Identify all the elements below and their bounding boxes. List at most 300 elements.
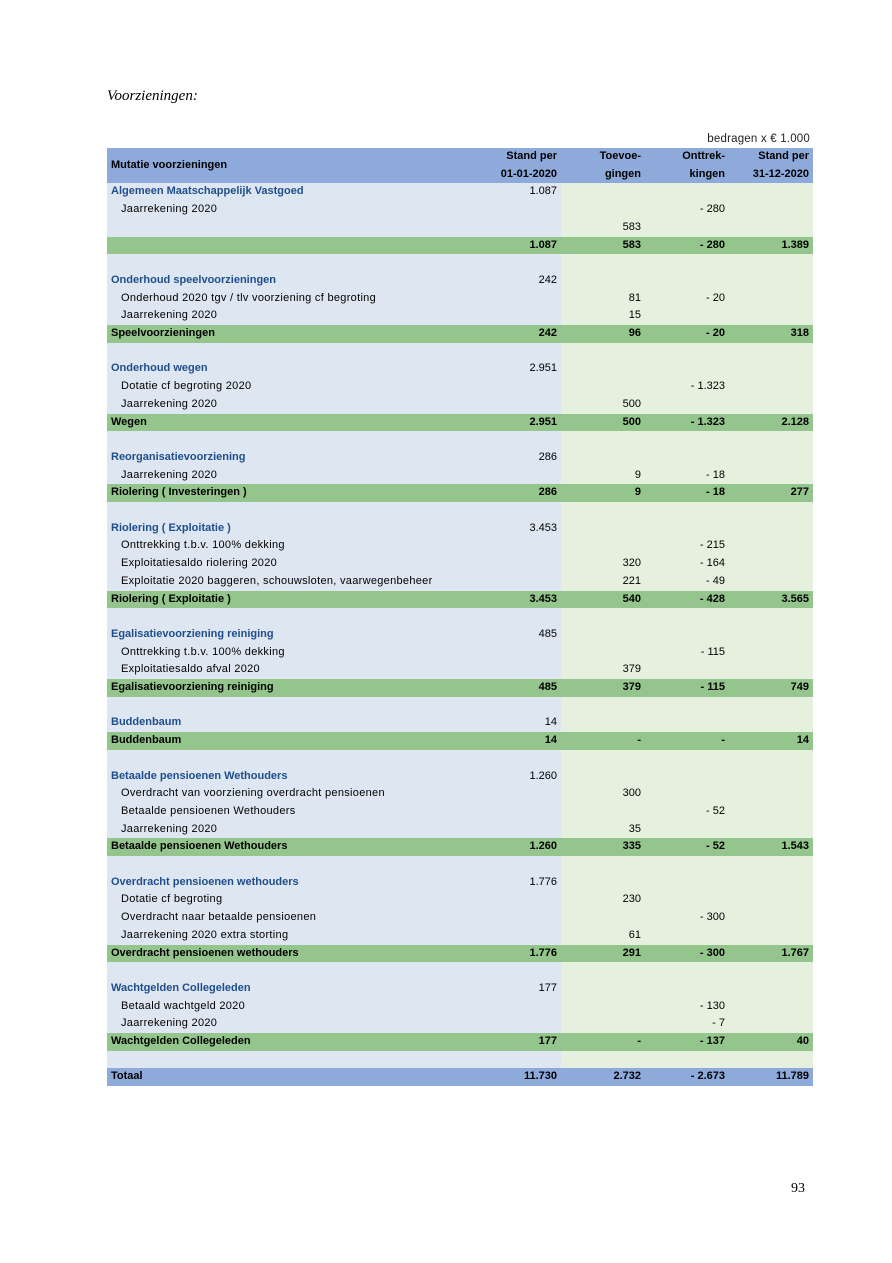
table-row — [107, 785, 813, 803]
cell-stand-end — [729, 821, 813, 839]
table-row — [107, 555, 813, 573]
row-description: Onttrekking t.b.v. 100% dekking — [107, 537, 477, 555]
cell-stand-begin: 242 — [477, 272, 561, 290]
cell-onttrekkingen — [645, 768, 729, 786]
cell-onttrekkingen: - 115 — [645, 644, 729, 662]
header-toevoegingen: Toevoe- — [561, 148, 645, 166]
cell-onttrekkingen: - 280 — [645, 237, 729, 255]
cell-toevoegingen — [561, 980, 645, 998]
row-description — [107, 856, 477, 874]
cell-stand-end — [729, 874, 813, 892]
cell-stand-begin — [477, 201, 561, 219]
header-row — [107, 148, 813, 166]
cell-stand-begin: 2.951 — [477, 360, 561, 378]
cell-stand-end — [729, 927, 813, 945]
cell-stand-end: 1.389 — [729, 237, 813, 255]
row-description: Egalisatievoorziening reiniging — [107, 679, 477, 697]
cell-onttrekkingen: - — [645, 732, 729, 750]
cell-stand-begin — [477, 909, 561, 927]
row-description — [107, 343, 477, 361]
table-row — [107, 183, 813, 201]
row-description: Jaarrekening 2020 extra storting — [107, 927, 477, 945]
cell-onttrekkingen: - 7 — [645, 1015, 729, 1033]
cell-stand-begin: 3.453 — [477, 591, 561, 609]
cell-stand-end: 11.789 — [729, 1068, 813, 1086]
cell-stand-begin: 1.260 — [477, 768, 561, 786]
header-stand-begin-date: 01-01-2020 — [477, 166, 561, 184]
cell-stand-begin — [477, 396, 561, 414]
table-row — [107, 874, 813, 892]
table-row — [107, 1033, 813, 1051]
cell-stand-end — [729, 1015, 813, 1033]
cell-stand-end — [729, 768, 813, 786]
table-row — [107, 838, 813, 856]
table-row — [107, 714, 813, 732]
table-row — [107, 449, 813, 467]
cell-stand-begin — [477, 1051, 561, 1069]
cell-stand-begin — [477, 608, 561, 626]
table-row — [107, 431, 813, 449]
cell-toevoegingen — [561, 272, 645, 290]
cell-stand-end — [729, 998, 813, 1016]
cell-stand-begin — [477, 1015, 561, 1033]
cell-stand-begin — [477, 573, 561, 591]
cell-onttrekkingen — [645, 608, 729, 626]
row-description: Jaarrekening 2020 — [107, 1015, 477, 1033]
cell-onttrekkingen — [645, 396, 729, 414]
row-description: Betaalde pensioenen Wethouders — [107, 838, 477, 856]
cell-toevoegingen: 583 — [561, 219, 645, 237]
cell-stand-begin — [477, 927, 561, 945]
cell-onttrekkingen — [645, 307, 729, 325]
cell-stand-begin — [477, 219, 561, 237]
cell-toevoegingen — [561, 998, 645, 1016]
cell-onttrekkingen: - 428 — [645, 591, 729, 609]
cell-toevoegingen — [561, 608, 645, 626]
cell-toevoegingen — [561, 768, 645, 786]
cell-onttrekkingen — [645, 714, 729, 732]
cell-toevoegingen: - — [561, 1033, 645, 1051]
cell-onttrekkingen — [645, 1051, 729, 1069]
row-description: Onderhoud wegen — [107, 360, 477, 378]
cell-toevoegingen: 9 — [561, 484, 645, 502]
row-description: Jaarrekening 2020 — [107, 821, 477, 839]
row-description: Wachtgelden Collegeleden — [107, 1033, 477, 1051]
cell-stand-end — [729, 290, 813, 308]
cell-onttrekkingen — [645, 360, 729, 378]
row-description: Overdracht pensioenen wethouders — [107, 874, 477, 892]
cell-onttrekkingen — [645, 697, 729, 715]
table-row — [107, 219, 813, 237]
cell-onttrekkingen: - 115 — [645, 679, 729, 697]
cell-stand-begin — [477, 555, 561, 573]
cell-stand-end — [729, 909, 813, 927]
cell-stand-begin — [477, 962, 561, 980]
cell-onttrekkingen — [645, 980, 729, 998]
table-row — [107, 573, 813, 591]
cell-stand-begin — [477, 821, 561, 839]
cell-stand-end: 1.767 — [729, 945, 813, 963]
cell-stand-end — [729, 785, 813, 803]
cell-onttrekkingen: - 49 — [645, 573, 729, 591]
cell-stand-end: 3.565 — [729, 591, 813, 609]
row-description: Buddenbaum — [107, 714, 477, 732]
cell-onttrekkingen: - 52 — [645, 803, 729, 821]
cell-onttrekkingen — [645, 272, 729, 290]
table-row — [107, 343, 813, 361]
table-row — [107, 484, 813, 502]
cell-onttrekkingen — [645, 183, 729, 201]
table-row — [107, 661, 813, 679]
cell-stand-begin — [477, 307, 561, 325]
table-row — [107, 608, 813, 626]
cell-onttrekkingen — [645, 856, 729, 874]
row-description — [107, 254, 477, 272]
row-description: Exploitatiesaldo riolering 2020 — [107, 555, 477, 573]
cell-stand-begin: 286 — [477, 449, 561, 467]
cell-stand-end — [729, 626, 813, 644]
cell-onttrekkingen: - 280 — [645, 201, 729, 219]
page-number: 93 — [791, 1181, 805, 1196]
cell-onttrekkingen: - 164 — [645, 555, 729, 573]
cell-stand-end — [729, 502, 813, 520]
cell-toevoegingen — [561, 201, 645, 219]
cell-toevoegingen — [561, 874, 645, 892]
cell-stand-end — [729, 644, 813, 662]
cell-onttrekkingen — [645, 343, 729, 361]
cell-stand-end — [729, 555, 813, 573]
cell-toevoegingen: 379 — [561, 661, 645, 679]
cell-toevoegingen — [561, 909, 645, 927]
cell-stand-begin — [477, 467, 561, 485]
cell-stand-end — [729, 1051, 813, 1069]
cell-toevoegingen — [561, 750, 645, 768]
cell-stand-begin: 1.260 — [477, 838, 561, 856]
cell-onttrekkingen: - 2.673 — [645, 1068, 729, 1086]
cell-toevoegingen: 15 — [561, 307, 645, 325]
cell-stand-begin — [477, 856, 561, 874]
cell-onttrekkingen: - 18 — [645, 484, 729, 502]
table-row — [107, 679, 813, 697]
row-description: Buddenbaum — [107, 732, 477, 750]
section-heading: Voorzieningen: — [107, 88, 198, 104]
row-description — [107, 502, 477, 520]
row-description: Onttrekking t.b.v. 100% dekking — [107, 644, 477, 662]
cell-toevoegingen: 300 — [561, 785, 645, 803]
table-row — [107, 962, 813, 980]
table-row — [107, 307, 813, 325]
row-description — [107, 431, 477, 449]
cell-stand-begin: 3.453 — [477, 520, 561, 538]
row-description: Wachtgelden Collegeleden — [107, 980, 477, 998]
cell-stand-end — [729, 803, 813, 821]
cell-toevoegingen — [561, 1051, 645, 1069]
cell-onttrekkingen: - 52 — [645, 838, 729, 856]
cell-stand-begin — [477, 697, 561, 715]
cell-onttrekkingen — [645, 219, 729, 237]
row-description: Overdracht pensioenen wethouders — [107, 945, 477, 963]
cell-stand-end — [729, 343, 813, 361]
cell-onttrekkingen: - 130 — [645, 998, 729, 1016]
cell-onttrekkingen: - 1.323 — [645, 414, 729, 432]
provisions-table — [107, 148, 813, 1086]
cell-stand-end — [729, 467, 813, 485]
cell-onttrekkingen: - 18 — [645, 467, 729, 485]
row-description: Totaal — [107, 1068, 477, 1086]
cell-toevoegingen — [561, 803, 645, 821]
cell-toevoegingen: 35 — [561, 821, 645, 839]
header-stand-begin: Stand per — [477, 148, 561, 166]
table-row — [107, 272, 813, 290]
table-row — [107, 520, 813, 538]
row-description: Exploitatiesaldo afval 2020 — [107, 661, 477, 679]
cell-stand-end: 318 — [729, 325, 813, 343]
cell-toevoegingen: 583 — [561, 237, 645, 255]
table-row — [107, 821, 813, 839]
table-row — [107, 360, 813, 378]
cell-stand-end — [729, 431, 813, 449]
table-row — [107, 467, 813, 485]
units-note: bedragen x € 1.000 — [707, 133, 810, 145]
table-row — [107, 697, 813, 715]
row-description: Jaarrekening 2020 — [107, 307, 477, 325]
cell-stand-end — [729, 962, 813, 980]
cell-onttrekkingen — [645, 785, 729, 803]
cell-stand-begin — [477, 378, 561, 396]
cell-toevoegingen — [561, 520, 645, 538]
cell-stand-begin: 1.776 — [477, 945, 561, 963]
cell-onttrekkingen — [645, 750, 729, 768]
cell-onttrekkingen: - 215 — [645, 537, 729, 555]
cell-toevoegingen: 500 — [561, 414, 645, 432]
cell-toevoegingen — [561, 449, 645, 467]
header-stand-end-date: 31-12-2020 — [729, 166, 813, 184]
row-description: Speelvoorzieningen — [107, 325, 477, 343]
row-description — [107, 608, 477, 626]
cell-stand-begin — [477, 431, 561, 449]
cell-stand-begin: 1.776 — [477, 874, 561, 892]
cell-onttrekkingen: - 137 — [645, 1033, 729, 1051]
table-row — [107, 644, 813, 662]
row-description: Overdracht van voorziening overdracht pensioenen — [107, 785, 477, 803]
cell-stand-begin: 485 — [477, 679, 561, 697]
cell-stand-begin: 1.087 — [477, 237, 561, 255]
cell-stand-begin: 242 — [477, 325, 561, 343]
table-row — [107, 980, 813, 998]
cell-stand-begin: 177 — [477, 980, 561, 998]
cell-toevoegingen — [561, 360, 645, 378]
cell-onttrekkingen — [645, 874, 729, 892]
cell-toevoegingen: 230 — [561, 891, 645, 909]
cell-stand-end — [729, 697, 813, 715]
row-description: Betaalde pensioenen Wethouders — [107, 803, 477, 821]
cell-onttrekkingen — [645, 431, 729, 449]
cell-stand-end — [729, 714, 813, 732]
cell-stand-end — [729, 183, 813, 201]
cell-stand-end — [729, 219, 813, 237]
cell-toevoegingen: 96 — [561, 325, 645, 343]
table-row — [107, 325, 813, 343]
cell-stand-end — [729, 573, 813, 591]
row-description: Overdracht naar betaalde pensioenen — [107, 909, 477, 927]
cell-stand-end: 277 — [729, 484, 813, 502]
cell-stand-begin — [477, 290, 561, 308]
cell-stand-begin: 11.730 — [477, 1068, 561, 1086]
row-description: Exploitatie 2020 baggeren, schouwsloten, vaarwegenbeheer — [107, 573, 477, 591]
row-description — [107, 962, 477, 980]
row-description — [107, 1051, 477, 1069]
cell-toevoegingen — [561, 856, 645, 874]
row-description: Betaalde pensioenen Wethouders — [107, 768, 477, 786]
table-row — [107, 1051, 813, 1069]
cell-onttrekkingen — [645, 962, 729, 980]
header-onttrekkingen-2: kingen — [645, 166, 729, 184]
cell-stand-begin — [477, 998, 561, 1016]
cell-onttrekkingen — [645, 502, 729, 520]
cell-onttrekkingen — [645, 449, 729, 467]
row-description: Egalisatievoorziening reiniging — [107, 626, 477, 644]
table-row — [107, 1068, 813, 1086]
table-row — [107, 803, 813, 821]
cell-toevoegingen — [561, 431, 645, 449]
row-description: Jaarrekening 2020 — [107, 467, 477, 485]
table-row — [107, 626, 813, 644]
cell-stand-end: 40 — [729, 1033, 813, 1051]
cell-toevoegingen — [561, 183, 645, 201]
table-row — [107, 768, 813, 786]
header-desc: Mutatie voorzieningen — [107, 148, 477, 183]
cell-stand-end: 749 — [729, 679, 813, 697]
row-description: Jaarrekening 2020 — [107, 201, 477, 219]
cell-toevoegingen: 540 — [561, 591, 645, 609]
table-row — [107, 237, 813, 255]
cell-stand-end: 14 — [729, 732, 813, 750]
header-toevoegingen-2: gingen — [561, 166, 645, 184]
cell-stand-end — [729, 272, 813, 290]
cell-stand-begin: 286 — [477, 484, 561, 502]
cell-stand-end — [729, 891, 813, 909]
table-row — [107, 254, 813, 272]
cell-onttrekkingen — [645, 661, 729, 679]
cell-toevoegingen — [561, 254, 645, 272]
table-row — [107, 1015, 813, 1033]
table-row — [107, 414, 813, 432]
row-description: Onderhoud speelvoorzieningen — [107, 272, 477, 290]
cell-onttrekkingen: - 20 — [645, 290, 729, 308]
cell-stand-end — [729, 396, 813, 414]
cell-onttrekkingen: - 1.323 — [645, 378, 729, 396]
cell-stand-end — [729, 608, 813, 626]
row-description: Algemeen Maatschappelijk Vastgoed — [107, 183, 477, 201]
row-description — [107, 237, 477, 255]
cell-stand-begin — [477, 891, 561, 909]
table-row — [107, 378, 813, 396]
table-row — [107, 927, 813, 945]
cell-stand-begin — [477, 254, 561, 272]
row-description: Dotatie cf begroting — [107, 891, 477, 909]
cell-toevoegingen — [561, 537, 645, 555]
cell-stand-end: 1.543 — [729, 838, 813, 856]
cell-toevoegingen: 9 — [561, 467, 645, 485]
row-description: Riolering ( Exploitatie ) — [107, 591, 477, 609]
cell-toevoegingen — [561, 626, 645, 644]
cell-stand-end — [729, 201, 813, 219]
table-row — [107, 201, 813, 219]
cell-stand-end — [729, 537, 813, 555]
row-description — [107, 219, 477, 237]
cell-onttrekkingen — [645, 927, 729, 945]
row-description: Onderhoud 2020 tgv / tlv voorziening cf begroting — [107, 290, 477, 308]
cell-onttrekkingen: - 300 — [645, 945, 729, 963]
cell-stand-begin — [477, 502, 561, 520]
table-row — [107, 732, 813, 750]
cell-toevoegingen — [561, 697, 645, 715]
cell-toevoegingen — [561, 343, 645, 361]
cell-stand-end — [729, 360, 813, 378]
cell-toevoegingen: 335 — [561, 838, 645, 856]
cell-toevoegingen — [561, 502, 645, 520]
table-row — [107, 537, 813, 555]
table-body — [107, 183, 813, 1086]
cell-onttrekkingen — [645, 821, 729, 839]
cell-stand-end — [729, 378, 813, 396]
row-description — [107, 697, 477, 715]
cell-stand-begin: 177 — [477, 1033, 561, 1051]
table-row — [107, 891, 813, 909]
cell-stand-end: 2.128 — [729, 414, 813, 432]
header-onttrekkingen: Onttrek- — [645, 148, 729, 166]
cell-onttrekkingen — [645, 254, 729, 272]
row-description: Riolering ( Investeringen ) — [107, 484, 477, 502]
cell-stand-begin — [477, 750, 561, 768]
cell-stand-begin: 14 — [477, 732, 561, 750]
table-row — [107, 290, 813, 308]
cell-stand-begin — [477, 537, 561, 555]
table-row — [107, 502, 813, 520]
cell-toevoegingen — [561, 644, 645, 662]
row-description — [107, 750, 477, 768]
row-description: Dotatie cf begroting 2020 — [107, 378, 477, 396]
cell-toevoegingen: 221 — [561, 573, 645, 591]
cell-stand-end — [729, 520, 813, 538]
cell-stand-end — [729, 856, 813, 874]
cell-toevoegingen — [561, 1015, 645, 1033]
table-row — [107, 945, 813, 963]
row-description: Wegen — [107, 414, 477, 432]
cell-stand-begin: 485 — [477, 626, 561, 644]
row-description: Jaarrekening 2020 — [107, 396, 477, 414]
cell-onttrekkingen — [645, 891, 729, 909]
cell-onttrekkingen — [645, 626, 729, 644]
table-row — [107, 998, 813, 1016]
cell-toevoegingen: 291 — [561, 945, 645, 963]
cell-toevoegingen — [561, 714, 645, 732]
cell-toevoegingen: 81 — [561, 290, 645, 308]
cell-onttrekkingen: - 300 — [645, 909, 729, 927]
table-row — [107, 396, 813, 414]
row-description: Betaald wachtgeld 2020 — [107, 998, 477, 1016]
cell-stand-end — [729, 750, 813, 768]
cell-stand-begin: 1.087 — [477, 183, 561, 201]
cell-toevoegingen: 61 — [561, 927, 645, 945]
header-stand-end: Stand per — [729, 148, 813, 166]
row-description: Reorganisatievoorziening — [107, 449, 477, 467]
cell-toevoegingen: 2.732 — [561, 1068, 645, 1086]
cell-onttrekkingen — [645, 520, 729, 538]
cell-stand-begin — [477, 803, 561, 821]
cell-onttrekkingen: - 20 — [645, 325, 729, 343]
cell-stand-begin — [477, 661, 561, 679]
